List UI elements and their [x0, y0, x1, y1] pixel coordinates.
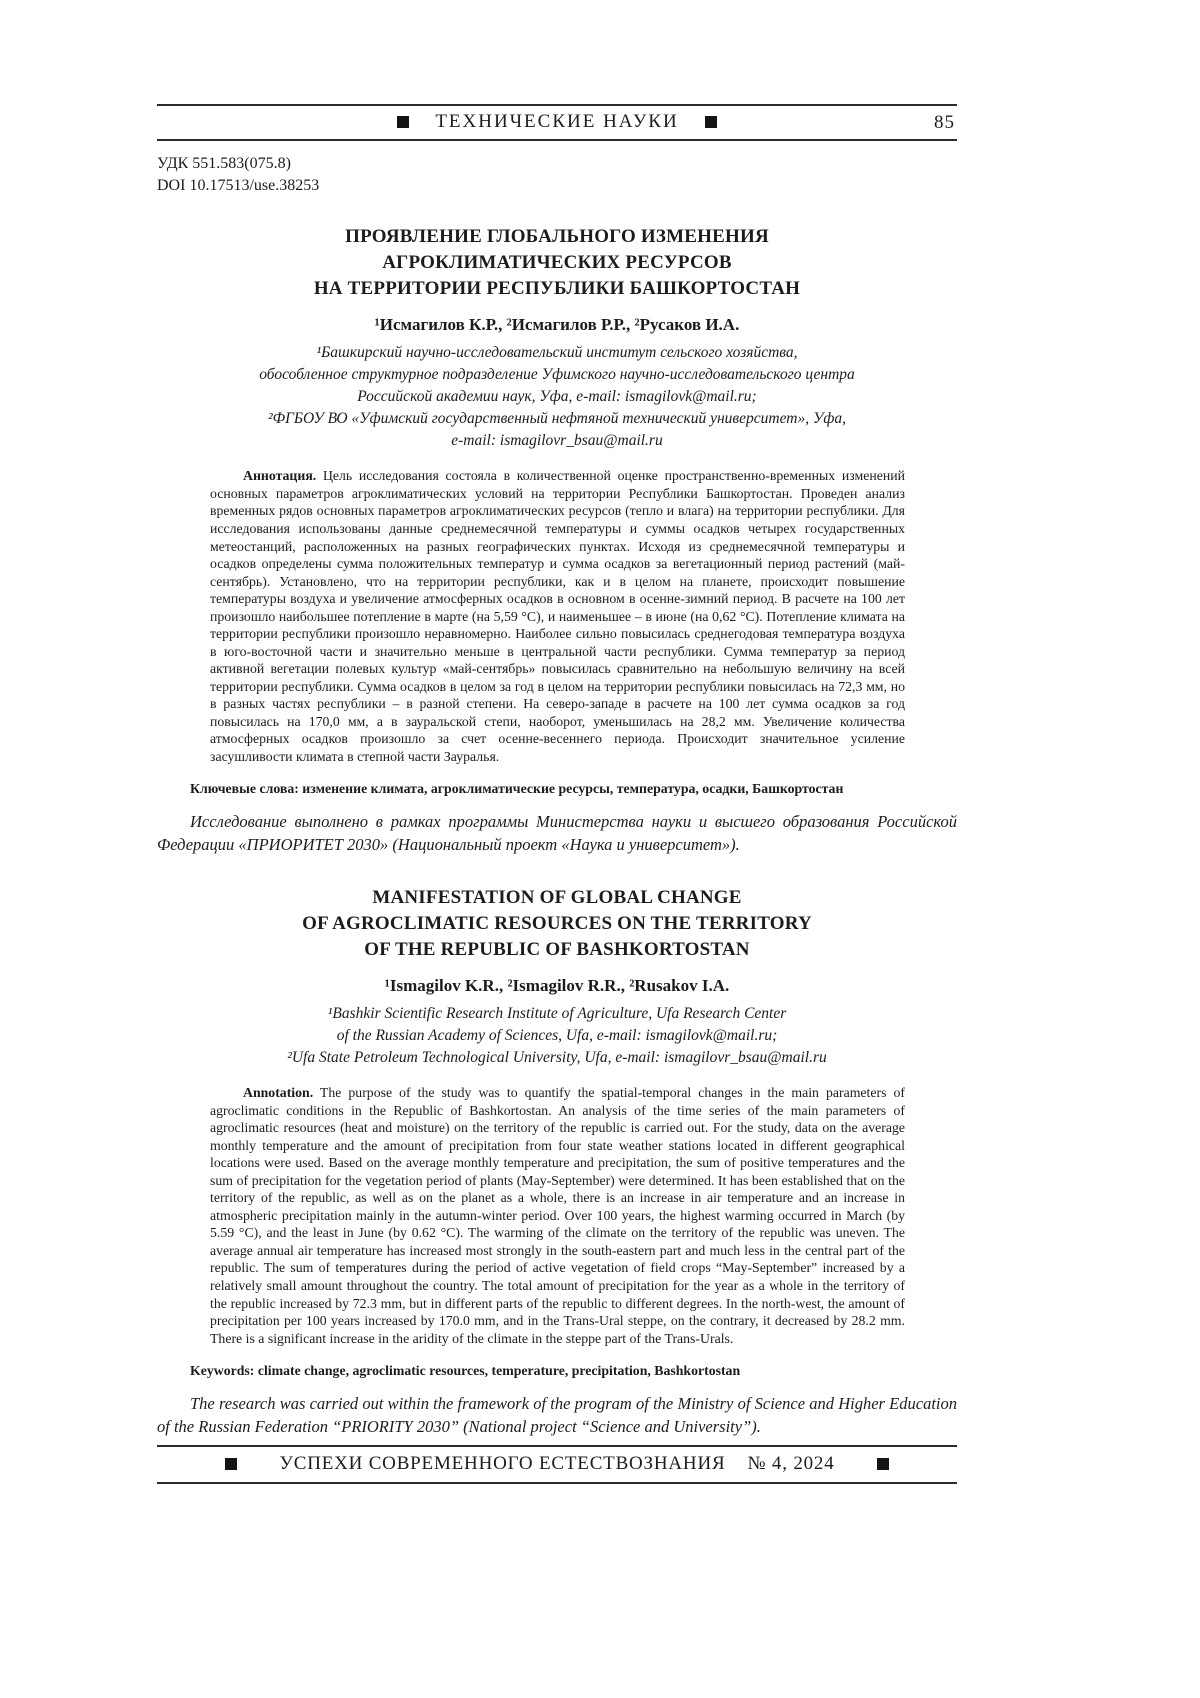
keywords-ru: Ключевые слова: изменение климата, агроклиматические ресурсы, температура, осадки, Башкортостан	[190, 781, 844, 797]
udk-line: УДК 551.583(075.8)	[157, 155, 291, 172]
abstract-en	[210, 1084, 905, 1347]
journal-title: УСПЕХИ СОВРЕМЕННОГО ЕСТЕСТВОЗНАНИЯ	[279, 1453, 726, 1474]
running-head	[157, 104, 957, 141]
affiliation-en-line-3: ²Ufa State Petroleum Technological University, Ufa, e-mail: ismagilovr_bsau@mail.ru	[287, 1049, 827, 1067]
affiliation-en-line-1: ¹Bashkir Scientific Research Institute of Agriculture, Ufa Research Center	[327, 1005, 787, 1023]
authors-en: ¹Ismagilov K.R., ²Ismagilov R.R., ²Rusakov I.A.	[384, 976, 730, 996]
footer-square-right-icon	[877, 1458, 889, 1470]
footer-square-left-icon	[225, 1458, 237, 1470]
affiliation-ru-line-3: Российской академии наук, Уфа, e-mail: ismagilovk@mail.ru;	[357, 388, 757, 406]
article-title-ru-line-2: АГРОКЛИМАТИЧЕСКИХ РЕСУРСОВ	[382, 252, 732, 273]
doi-line: DOI 10.17513/use.38253	[157, 177, 320, 195]
affiliation-en-line-2: of the Russian Academy of Sciences, Ufa, e-mail: ismagilovk@mail.ru;	[336, 1027, 778, 1045]
affiliation-en	[157, 1003, 957, 1069]
funding-ru: Исследование выполнено в рамках программы Министерства науки и высшего образования Российской Федерации «ПРИОРИТЕТ 2030» (Национальный проект «Наука и университет»).	[157, 812, 957, 854]
article-title-ru-line-1: ПРОЯВЛЕНИЕ ГЛОБАЛЬНОГО ИЗМЕНЕНИЯ	[345, 225, 769, 247]
article-title-ru-line-3: НА ТЕРРИТОРИИ РЕСПУБЛИКИ БАШКОРТОСТАН	[313, 278, 801, 300]
article-meta	[157, 153, 957, 198]
running-foot	[157, 1445, 957, 1484]
article-title-en-line-2: OF AGROCLIMATIC RESOURCES ON THE TERRITORY	[302, 912, 812, 934]
authors-ru: ¹Исмагилов К.Р., ²Исмагилов Р.Р., ²Русаков И.А.	[374, 315, 740, 335]
funding-en: The research was carried out within the framework of the program of the Ministry of Science and Higher Education of the Russian Federation “PRIORITY 2030” (National project “Science and University”).	[157, 1393, 957, 1436]
section-heading: ТЕХНИЧЕСКИЕ НАУКИ	[435, 111, 679, 132]
header-square-left-icon	[397, 116, 409, 128]
article-title-en	[157, 885, 957, 964]
abstract-ru-text: Цель исследования состояла в количественной оценке пространственно-временных изменений основных параметров агроклиматических условий на территории Республики Башкортостан. Проведен анализ временных рядов основных параметров агроклиматических ресурсов (тепло и влага) на территории республики. Для исследования использованы данные среднемесячной температуры и суммы осадков четырех государственных метеостанций, расположенных на разных географических пунктах. Исходя из среднемесячной температуры и осадков определены сумма положительных температур и сумма осадков за вегетационный период растений (май-сентябрь). Установлено, что на территории республики, как и в целом на планете, происходит повышение температуры воздуха и увеличение атмосферных осадков в основном в осенне-зимний период. В расчете на 100 лет произошло наибольшее потепление в марте (на 5,59 °С), и наименьшее – в июне (на 0,62 °С). Потепление климата на территории республики произошло неравномерно. Наиболее сильно повысилась среднегодовая температура воздуха в юго-восточной части и значительно меньше в центральной части республики. Сумма температур за период активной вегетации полевых культур «май-сентябрь» повысилась сравнительно на небольшую величину на всей территории республики. Сумма осадков в целом за год в целом на территории республики повысилась на 72,3 мм, но в разных частях республики – в разной степени. На северо-западе в расчете на 100 лет сумма осадков за год повысилась на 170,0 мм, а в зауральской степи, наоборот, уменьшилась на 28,2 мм. Увеличение количества атмосферных осадков произошло за счет осенне-весеннего периода. Происходит значительное усиление засушливости климата в степной части Зауралья.	[210, 468, 905, 764]
affiliation-ru-line-4: ²ФГБОУ ВО «Уфимский государственный нефтяной технический университет», Уфа,	[267, 410, 847, 428]
article-title-en-line-3: OF THE REPUBLIC OF BASHKORTOSTAN	[364, 939, 750, 961]
affiliation-ru-line-1: ¹Башкирский научно-исследовательский институт сельского хозяйства,	[316, 344, 798, 362]
issue-number: № 4, 2024	[747, 1453, 835, 1474]
article-title-ru	[157, 224, 957, 303]
affiliation-ru-line-5: e-mail: ismagilovr_bsau@mail.ru	[451, 432, 663, 450]
affiliation-ru-line-2: обособленное структурное подразделение Уфимского научно-исследовательского центра	[259, 366, 855, 384]
header-square-right-icon	[705, 116, 717, 128]
abstract-en-text: The purpose of the study was to quantify the spatial-temporal changes in the main parameters of agroclimatic conditions in the Republic of Bashkortostan. An analysis of the time series of the main parameters of agroclimatic resources (heat and moisture) on the territory of the republic is carried out. For the study, data on the average monthly temperature and the amount of precipitation from four state weather stations located in different geographical locations were used. Based on the average monthly temperature and precipitation, the sum of positive temperatures and the sum of precipitation for the vegetation period of plants (May-September) were determined. It has been established that on the territory of the republic, as well as on the planet as a whole, there is an increase in air temperature and an increase in atmospheric precipitation mainly in the autumn-winter period. Over 100 years, the highest warming occurred in March (by 5.59 °C), and the least in June (by 0.62 °C). The warming of the climate on the territory of the republic was uneven. The average annual air temperature has increased most strongly in the south-eastern part and much less in the central part of the republic. The sum of temperatures during the period of active vegetation of field crops “May-September” increased by a relatively small amount throughout the country. The total amount of precipitation for the year as a whole in the territory of the republic increased by 72.3 mm, but in different parts of the republic to different degrees. In the north-west, the amount of precipitation per 100 years increased by 170.0 mm, and in the Trans-Ural steppe, on the contrary, it decreased by 28.2 mm. There is a significant increase in the aridity of the climate in the steppe part of the Trans-Urals.	[210, 1085, 905, 1346]
abstract-ru	[210, 467, 905, 765]
affiliation-ru	[157, 342, 957, 452]
abstract-en-label: Annotation.	[243, 1085, 314, 1101]
article-title-en-line-1: MANIFESTATION OF GLOBAL CHANGE	[372, 886, 742, 908]
abstract-ru-label: Аннотация.	[243, 468, 317, 484]
page-number: 85	[934, 111, 955, 133]
keywords-en: Keywords: climate change, agroclimatic resources, temperature, precipitation, Bashkortostan	[190, 1363, 741, 1379]
